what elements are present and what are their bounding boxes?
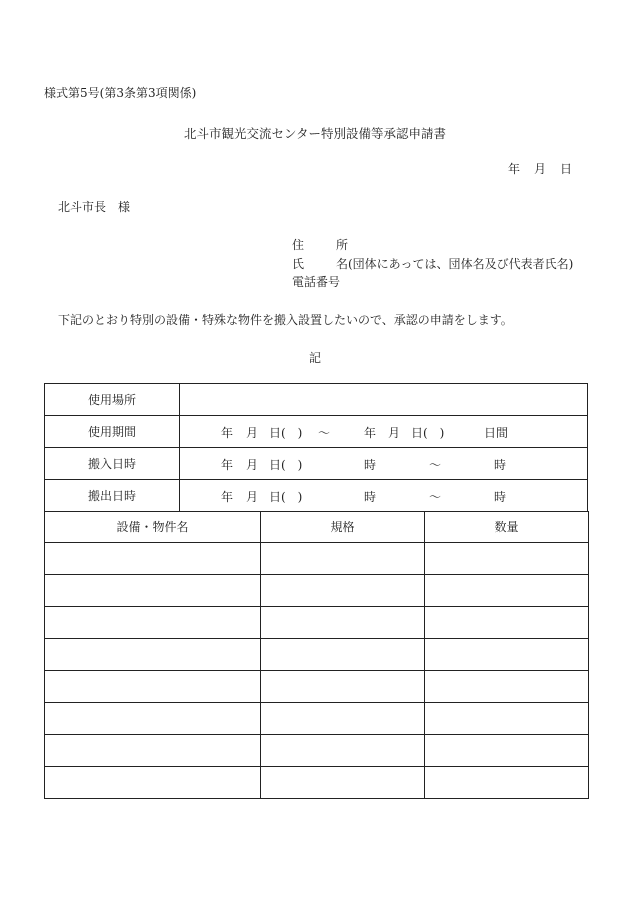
- item-name-cell[interactable]: [45, 575, 261, 607]
- date-line: [508, 160, 586, 177]
- period-label: 使用期間: [45, 416, 180, 448]
- period-year2: 年: [364, 426, 377, 440]
- name-label-b: 名(団体にあっては、団体名及び代表者氏名): [336, 256, 574, 271]
- carry-out-day: 日( ): [269, 490, 303, 504]
- intro-text: 下記のとおり特別の設備・特殊な物件を搬入設置したいので、承認の申請をします。: [58, 313, 513, 327]
- form-number: 様式第5号(第3条第3項関係): [44, 86, 197, 100]
- carry-out-hour2: 時: [494, 490, 507, 504]
- period-tilde: ～: [318, 426, 331, 440]
- header-quantity: 数量: [425, 511, 589, 543]
- quantity-cell[interactable]: [425, 767, 589, 799]
- quantity-cell[interactable]: [425, 543, 589, 575]
- carry-out-tilde: ～: [429, 490, 442, 504]
- items-header-row: [45, 511, 589, 543]
- items-table: [44, 511, 589, 799]
- carry-out-label: 搬出日時: [45, 480, 180, 512]
- period-month2: 月: [388, 426, 401, 440]
- period-year: 年: [221, 426, 234, 440]
- address-label-a: 住: [292, 238, 305, 252]
- item-name-cell[interactable]: [45, 607, 261, 639]
- table-row: [45, 671, 589, 703]
- table-row: [45, 416, 588, 448]
- table-row: [45, 735, 589, 767]
- item-name-cell[interactable]: [45, 767, 261, 799]
- item-name-cell[interactable]: [45, 671, 261, 703]
- header-item-name: 設備・物件名: [45, 511, 261, 543]
- spec-cell[interactable]: [261, 575, 425, 607]
- table-row: [45, 767, 589, 799]
- quantity-cell[interactable]: [425, 703, 589, 735]
- phone-label: 電話番号: [292, 275, 341, 289]
- quantity-cell[interactable]: [425, 735, 589, 767]
- period-day: 日( ): [269, 426, 303, 440]
- carry-in-hour2: 時: [494, 458, 507, 472]
- table-row: [45, 448, 588, 480]
- carry-in-month: 月: [246, 458, 259, 472]
- addressee: 北斗市長 様: [58, 200, 131, 214]
- table-row: [45, 480, 588, 512]
- document-title: 北斗市観光交流センター特別設備等承認申請書: [183, 126, 446, 141]
- header-spec: 規格: [261, 511, 425, 543]
- spec-cell[interactable]: [261, 639, 425, 671]
- table-row: [45, 384, 588, 416]
- carry-in-year: 年: [221, 458, 234, 472]
- place-field[interactable]: [180, 384, 588, 416]
- table-row: [45, 575, 589, 607]
- name-label-a: 氏: [292, 256, 305, 271]
- quantity-cell[interactable]: [425, 639, 589, 671]
- table-row: [45, 703, 589, 735]
- spec-cell[interactable]: [261, 767, 425, 799]
- item-name-cell[interactable]: [45, 639, 261, 671]
- place-label: 使用場所: [45, 384, 180, 416]
- carry-out-field[interactable]: [180, 480, 588, 512]
- address-label-b: 所: [336, 238, 349, 252]
- usage-table: [44, 383, 588, 512]
- ki-heading: 記: [308, 351, 321, 365]
- table-row: [45, 607, 589, 639]
- spec-cell[interactable]: [261, 735, 425, 767]
- item-name-cell[interactable]: [45, 543, 261, 575]
- carry-out-year: 年: [221, 490, 234, 504]
- spec-cell[interactable]: [261, 703, 425, 735]
- period-days: 日間: [484, 426, 509, 440]
- date-month: 月: [534, 162, 547, 176]
- carry-in-day: 日( ): [269, 458, 303, 472]
- carry-in-hour: 時: [364, 458, 377, 472]
- spec-cell[interactable]: [261, 607, 425, 639]
- date-year: 年: [508, 162, 521, 176]
- table-row: [45, 639, 589, 671]
- spec-cell[interactable]: [261, 543, 425, 575]
- period-month: 月: [246, 426, 259, 440]
- item-name-cell[interactable]: [45, 703, 261, 735]
- period-day2: 日( ): [411, 426, 445, 440]
- carry-out-month: 月: [246, 490, 259, 504]
- date-day: 日: [560, 162, 573, 176]
- applicant-block: [292, 236, 573, 292]
- quantity-cell[interactable]: [425, 575, 589, 607]
- spec-cell[interactable]: [261, 671, 425, 703]
- item-name-cell[interactable]: [45, 735, 261, 767]
- period-field[interactable]: [180, 416, 588, 448]
- carry-out-hour: 時: [364, 490, 377, 504]
- carry-in-tilde: ～: [429, 458, 442, 472]
- carry-in-field[interactable]: [180, 448, 588, 480]
- carry-in-label: 搬入日時: [45, 448, 180, 480]
- quantity-cell[interactable]: [425, 607, 589, 639]
- quantity-cell[interactable]: [425, 671, 589, 703]
- table-row: [45, 543, 589, 575]
